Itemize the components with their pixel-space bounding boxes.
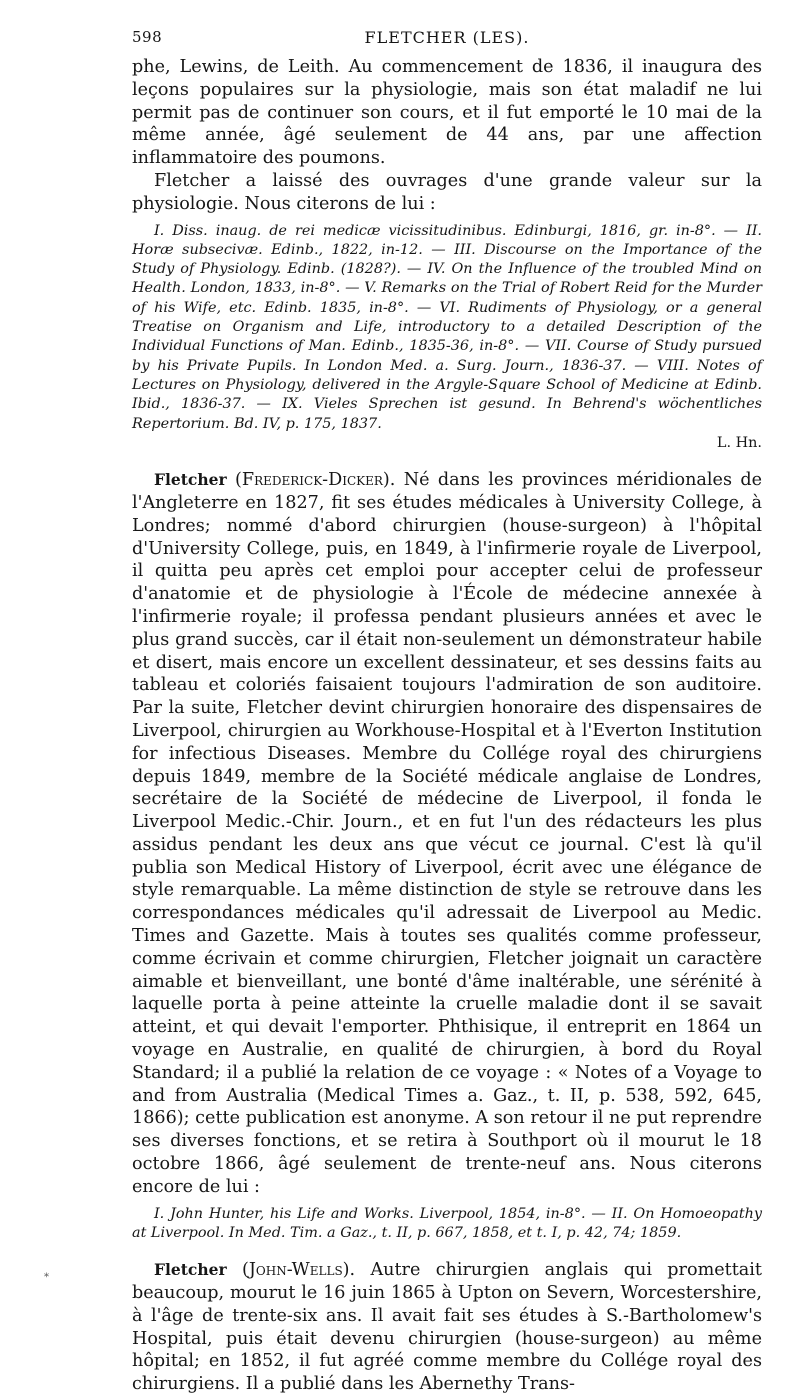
- running-header: [132, 28, 762, 56]
- intro-bibliography-text: I. Diss. inaug. de rei medicæ vicissitudinibus. Edinburgi, 1816, gr. in-8°. — II. Horæ subsecivæ. Edinb., 1822, in-12. — III. Discourse on the Importance of the Study of Physiology. Edinb. (1828?). — IV. On the Influence of the troubled Mind on Health. London, 1833, in-8°. — V. Remarks on the Trial of Robert Reid for the Murder of his Wife, etc. Edinb. 1835, in-8°. — VI. Rudiments of Physiology, or a general Treatise on Organism and Life, introductory to a detailed Description of the Individual Functions of Man. Edinb., 1835-36, in-8°. — VII. Course of Study pursued by his Private Pupils. In London Med. a. Surg. Journ., 1836-37. — VIII. Notes of Lectures on Physiology, delivered in the Argyle-Square School of Medicine at Edinb. Ibid., 1836-37. — IX. Vieles Sprechen ist gesund. In Behrend's wöchentliches Repertorium. Bd. IV, p. 175, 1837.: [132, 222, 762, 432]
- entry-frederick-text-block: [132, 469, 762, 1199]
- entry-frederick-bibliography: [132, 1205, 762, 1244]
- entry-frederick-dicker: [132, 469, 762, 1243]
- entry-john-wells: [132, 1259, 762, 1396]
- intro-bibliography: [132, 222, 762, 454]
- running-title: [132, 28, 762, 47]
- entry-frederick-name: Fletcher: [154, 470, 227, 490]
- entry-frederick-bibliography-text: I. John Hunter, his Life and Works. Liverpool, 1854, in-8°. — II. On Homoeopathy at Liverpool. In Med. Tim. a Gaz., t. II, p. 667, 1858, et t. I, p. 42, 74; 1859.: [132, 1205, 762, 1241]
- intro-paragraph-1: phe, Lewins, de Leith. Au commencement de 1836, il inaugura des leçons populaires sur la physiologie, mais son état maladif ne lui permit pas de continuer son cours, et il fut emporté le 10 mai de la même année, âgé seulement de 44 ans, par une affection inflammatoire des poumons.: [132, 57, 762, 169]
- intro-paragraph-2: Fletcher a laissé des ouvrages d'une grande valeur sur la physiologie. Nous citerons de lui :: [132, 170, 762, 214]
- entry-john-forename: (John-Wells).: [241, 1260, 356, 1281]
- entry-john-text: Autre chirurgien anglais qui promettait beaucoup, mourut le 16 juin 1865 à Upton on Severn, Worcestershire, à l'âge de trente-six ans. Il avait fait ses études à S.-Bartholomew's Hospital, puis était devenu chirurgien (house-surgeon) au même hôpital; en 1852, il fut agréé comme membre du Collége royal des chirurgiens. Il a publié dans les Abernethy Trans-: [132, 1260, 762, 1395]
- running-title-main: FLETCHER: [364, 28, 467, 47]
- entry-john-text-block: [132, 1259, 762, 1396]
- author-signature: L. Hn.: [716, 434, 762, 451]
- page-number: 598: [132, 28, 163, 46]
- entry-john-name: Fletcher: [154, 1260, 227, 1280]
- entry-frederick-text: Né dans les provinces méridionales de l'Angleterre en 1827, fit ses études médicales à University College, à Londres; nommé d'abord chirurgien (house-surgeon) à l'hôpital d'University College, puis, en 1849, à l'infirmerie royale de Liverpool, il quitta peu après cet emploi pour accepter celui de professeur d'anatomie et de physiologie à l'École de médecine annexée à l'infirmerie royale; il professa pendant plusieurs années et avec le plus grand succès, car il était non-seulement un démonstrateur habile et disert, mais encore un excellent dessinateur, et ses dessins faits au tableau et coloriés faisaient toujours l'admiration de son auditoire. Par la suite, Fletcher devint chirurgien honoraire des dispensaires de Liverpool, chirurgien au Workhouse-Hospital et à l'Everton Institution for infectious Diseases. Membre du Collége royal des chirurgiens depuis 1849, membre de la Société médicale anglaise de Londres, secrétaire de la Société de médecine de Liverpool, il fonda le Liverpool Medic.-Chir. Journ., et en fut l'un des rédacteurs les plus assidus pendant les deux ans que vécut ce journal. C'est là qu'il publia son Medical History of Liverpool, écrit avec une élégance de style remarquable. La même distinction de style se retrouve dans les correspondances médicales qu'il adressait de Liverpool au Medic. Times and Gazette. Mais à toutes ses qualités comme professeur, comme écrivain et comme chirurgien, Fletcher joignait un caractère aimable et bienveillant, une bonté d'âme inaltérable, une sérénité à laquelle porta à peine atteinte la cruelle maladie dont il se savait atteint, et qui devait l'emporter. Phthisique, il entreprit en 1864 un voyage en Australie, en qualité de chirurgien, à bord du Royal Standard; il a publié la relation de ce voyage : « Notes of a Voyage to and from Australia (Medical Times a. Gaz., t. II, p. 538, 592, 645, 1866); cette publication est anonyme. A son retour il ne put reprendre ses diverses fonctions, et se retira à Southport où il mourut le 18 octobre 1866, âgé seulement de trente-neuf ans. Nous citerons encore de lui :: [132, 470, 763, 1197]
- entry-frederick-forename: (Frederick-Dicker).: [235, 470, 396, 491]
- running-title-sub: (LES).: [472, 28, 530, 47]
- footer-mark: *: [44, 1272, 49, 1283]
